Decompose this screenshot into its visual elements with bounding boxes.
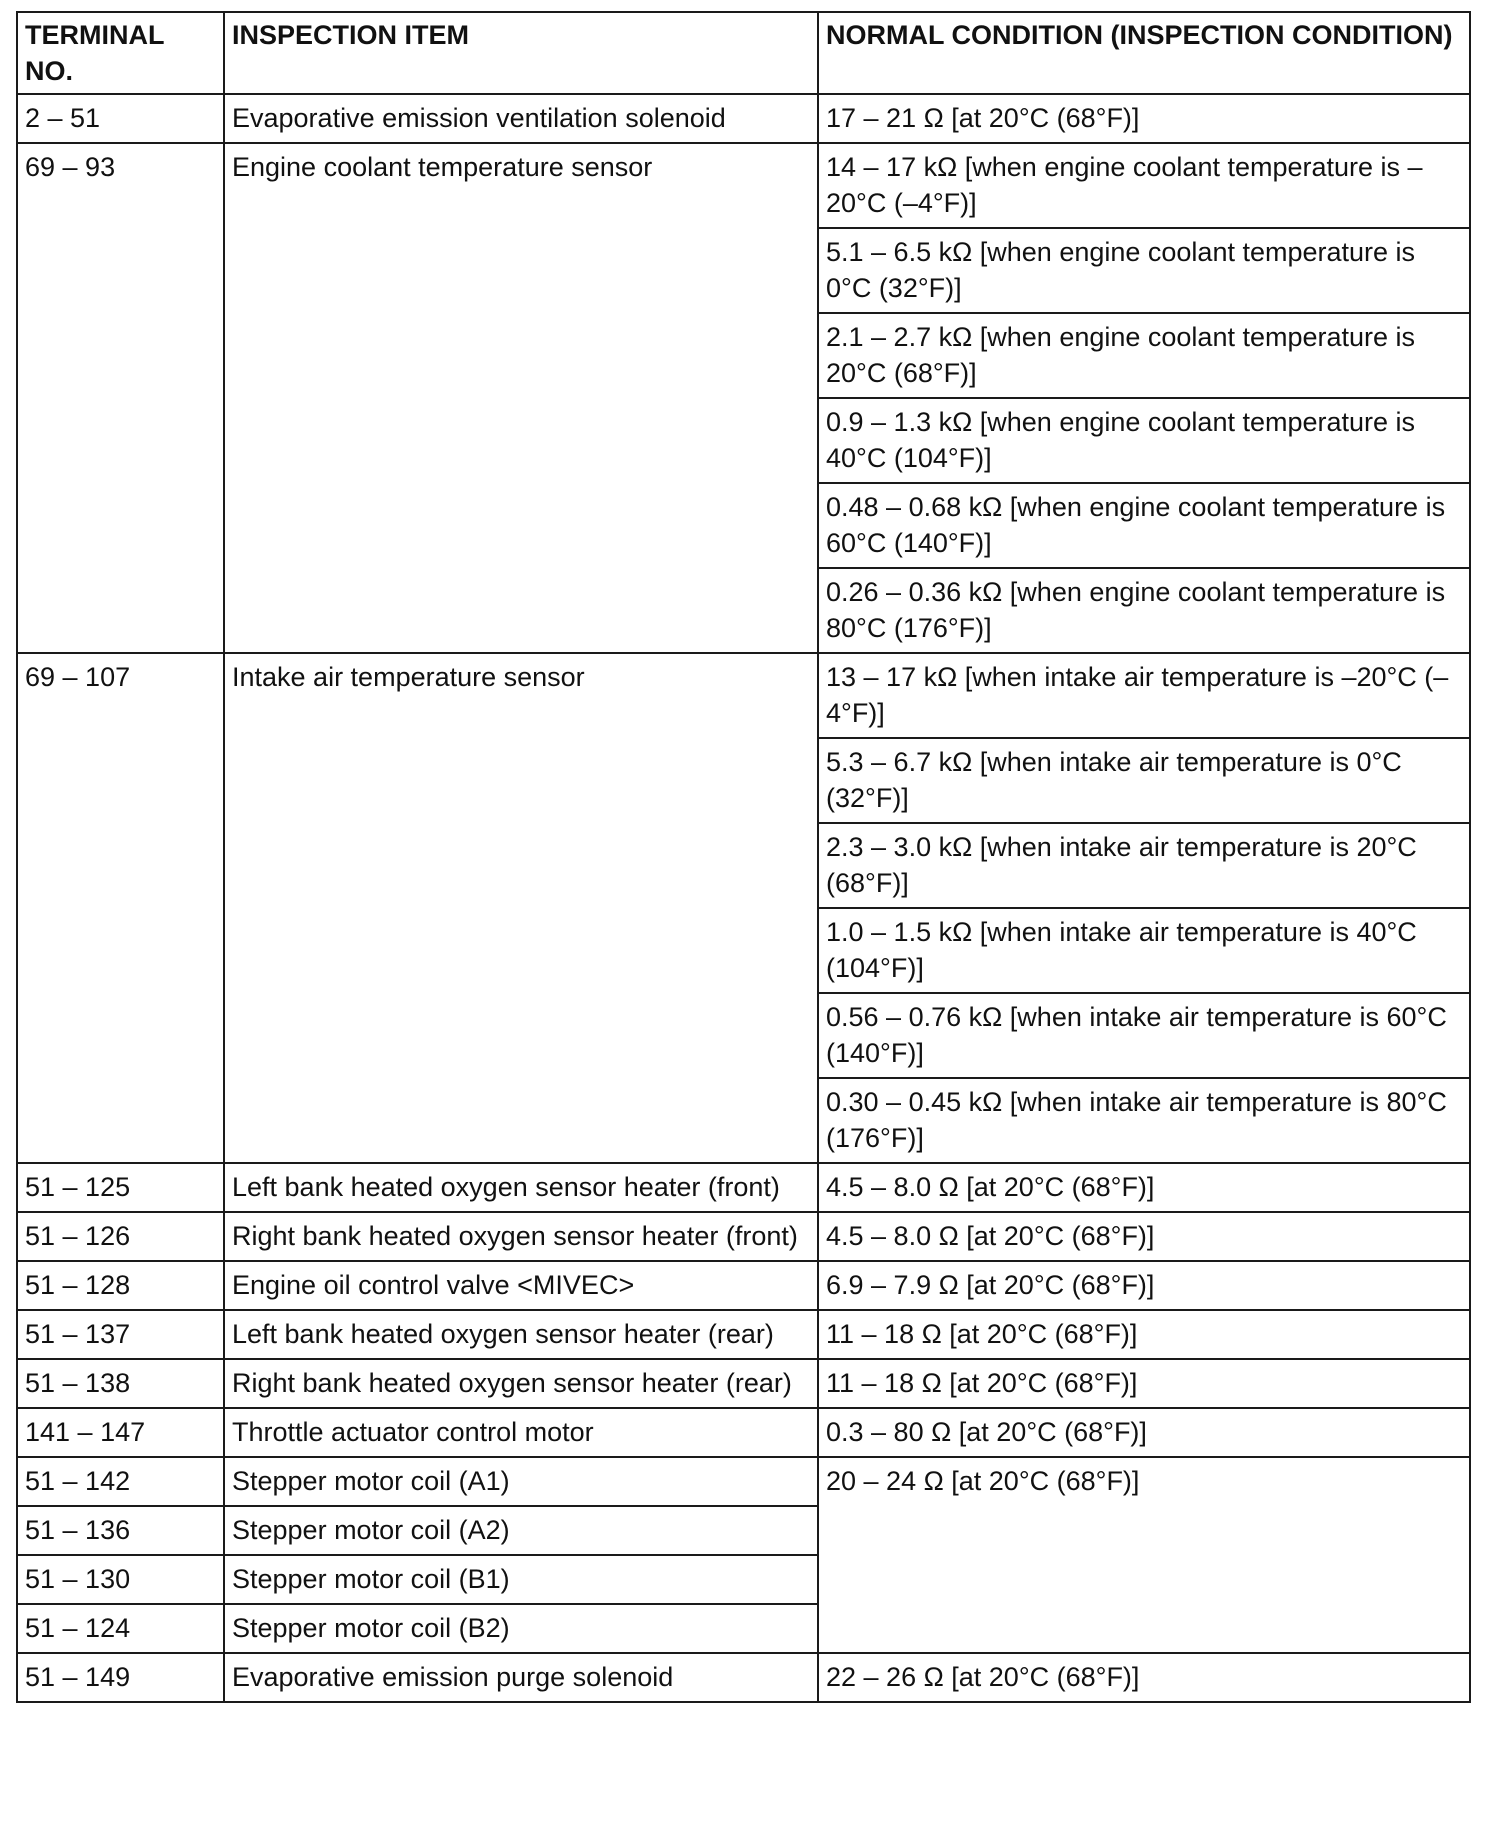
condition-cell: 2.3 – 3.0 kΩ [when intake air temperature is 20°C (68°F)] xyxy=(818,823,1470,908)
condition-cell: 1.0 – 1.5 kΩ [when intake air temperature is 40°C (104°F)] xyxy=(818,908,1470,993)
inspection-item-cell: Right bank heated oxygen sensor heater (front) xyxy=(224,1212,818,1261)
condition-cell: 6.9 – 7.9 Ω [at 20°C (68°F)] xyxy=(818,1261,1470,1310)
inspection-item-cell: Left bank heated oxygen sensor heater (front) xyxy=(224,1163,818,1212)
header-row xyxy=(17,12,1470,94)
inspection-item-cell: Stepper motor coil (B1) xyxy=(224,1555,818,1604)
terminal-cell: 141 – 147 xyxy=(17,1408,224,1457)
condition-cell: 5.3 – 6.7 kΩ [when intake air temperature is 0°C (32°F)] xyxy=(818,738,1470,823)
table-row xyxy=(17,1310,1470,1359)
condition-cell: 0.3 – 80 Ω [at 20°C (68°F)] xyxy=(818,1408,1470,1457)
inspection-item-cell: Stepper motor coil (A2) xyxy=(224,1506,818,1555)
condition-cell: 17 – 21 Ω [at 20°C (68°F)] xyxy=(818,94,1470,143)
terminal-cell: 69 – 93 xyxy=(17,143,224,653)
terminal-cell: 2 – 51 xyxy=(17,94,224,143)
terminal-cell: 51 – 130 xyxy=(17,1555,224,1604)
terminal-cell: 69 – 107 xyxy=(17,653,224,1163)
table-row xyxy=(17,1212,1470,1261)
inspection-item-cell: Stepper motor coil (B2) xyxy=(224,1604,818,1653)
inspection-item-cell: Left bank heated oxygen sensor heater (rear) xyxy=(224,1310,818,1359)
condition-cell: 20 – 24 Ω [at 20°C (68°F)] xyxy=(818,1457,1470,1653)
condition-cell: 0.48 – 0.68 kΩ [when engine coolant temperature is 60°C (140°F)] xyxy=(818,483,1470,568)
inspection-item-cell: Right bank heated oxygen sensor heater (rear) xyxy=(224,1359,818,1408)
inspection-item-cell: Stepper motor coil (A1) xyxy=(224,1457,818,1506)
table-row xyxy=(17,1457,1470,1506)
terminal-cell: 51 – 124 xyxy=(17,1604,224,1653)
condition-cell: 4.5 – 8.0 Ω [at 20°C (68°F)] xyxy=(818,1163,1470,1212)
condition-cell: 14 – 17 kΩ [when engine coolant temperature is –20°C (–4°F)] xyxy=(818,143,1470,228)
inspection-item-cell: Intake air temperature sensor xyxy=(224,653,818,1163)
condition-cell: 5.1 – 6.5 kΩ [when engine coolant temperature is 0°C (32°F)] xyxy=(818,228,1470,313)
table-row xyxy=(17,143,1470,228)
condition-cell: 11 – 18 Ω [at 20°C (68°F)] xyxy=(818,1310,1470,1359)
header-inspection-item: INSPECTION ITEM xyxy=(224,12,818,94)
table-row xyxy=(17,653,1470,738)
terminal-cell: 51 – 126 xyxy=(17,1212,224,1261)
inspection-table xyxy=(16,11,1471,1703)
table-row xyxy=(17,94,1470,143)
header-normal-condition: NORMAL CONDITION (INSPECTION CONDITION) xyxy=(818,12,1470,94)
condition-cell: 13 – 17 kΩ [when intake air temperature is –20°C (–4°F)] xyxy=(818,653,1470,738)
condition-cell: 2.1 – 2.7 kΩ [when engine coolant temperature is 20°C (68°F)] xyxy=(818,313,1470,398)
table-row xyxy=(17,1359,1470,1408)
terminal-cell: 51 – 136 xyxy=(17,1506,224,1555)
inspection-item-cell: Evaporative emission purge solenoid xyxy=(224,1653,818,1702)
condition-cell: 0.30 – 0.45 kΩ [when intake air temperature is 80°C (176°F)] xyxy=(818,1078,1470,1163)
condition-cell: 4.5 – 8.0 Ω [at 20°C (68°F)] xyxy=(818,1212,1470,1261)
condition-cell: 11 – 18 Ω [at 20°C (68°F)] xyxy=(818,1359,1470,1408)
terminal-cell: 51 – 142 xyxy=(17,1457,224,1506)
terminal-cell: 51 – 125 xyxy=(17,1163,224,1212)
table-row xyxy=(17,1653,1470,1702)
terminal-cell: 51 – 138 xyxy=(17,1359,224,1408)
condition-cell: 0.56 – 0.76 kΩ [when intake air temperature is 60°C (140°F)] xyxy=(818,993,1470,1078)
header-terminal: TERMINAL NO. xyxy=(17,12,224,94)
terminal-cell: 51 – 149 xyxy=(17,1653,224,1702)
table-body xyxy=(17,94,1470,1702)
terminal-cell: 51 – 128 xyxy=(17,1261,224,1310)
terminal-cell: 51 – 137 xyxy=(17,1310,224,1359)
condition-cell: 0.9 – 1.3 kΩ [when engine coolant temperature is 40°C (104°F)] xyxy=(818,398,1470,483)
condition-cell: 22 – 26 Ω [at 20°C (68°F)] xyxy=(818,1653,1470,1702)
inspection-item-cell: Engine coolant temperature sensor xyxy=(224,143,818,653)
inspection-item-cell: Evaporative emission ventilation solenoid xyxy=(224,94,818,143)
table-row xyxy=(17,1261,1470,1310)
table-row xyxy=(17,1408,1470,1457)
inspection-item-cell: Engine oil control valve <MIVEC> xyxy=(224,1261,818,1310)
inspection-item-cell: Throttle actuator control motor xyxy=(224,1408,818,1457)
table-row xyxy=(17,1163,1470,1212)
condition-cell: 0.26 – 0.36 kΩ [when engine coolant temperature is 80°C (176°F)] xyxy=(818,568,1470,653)
